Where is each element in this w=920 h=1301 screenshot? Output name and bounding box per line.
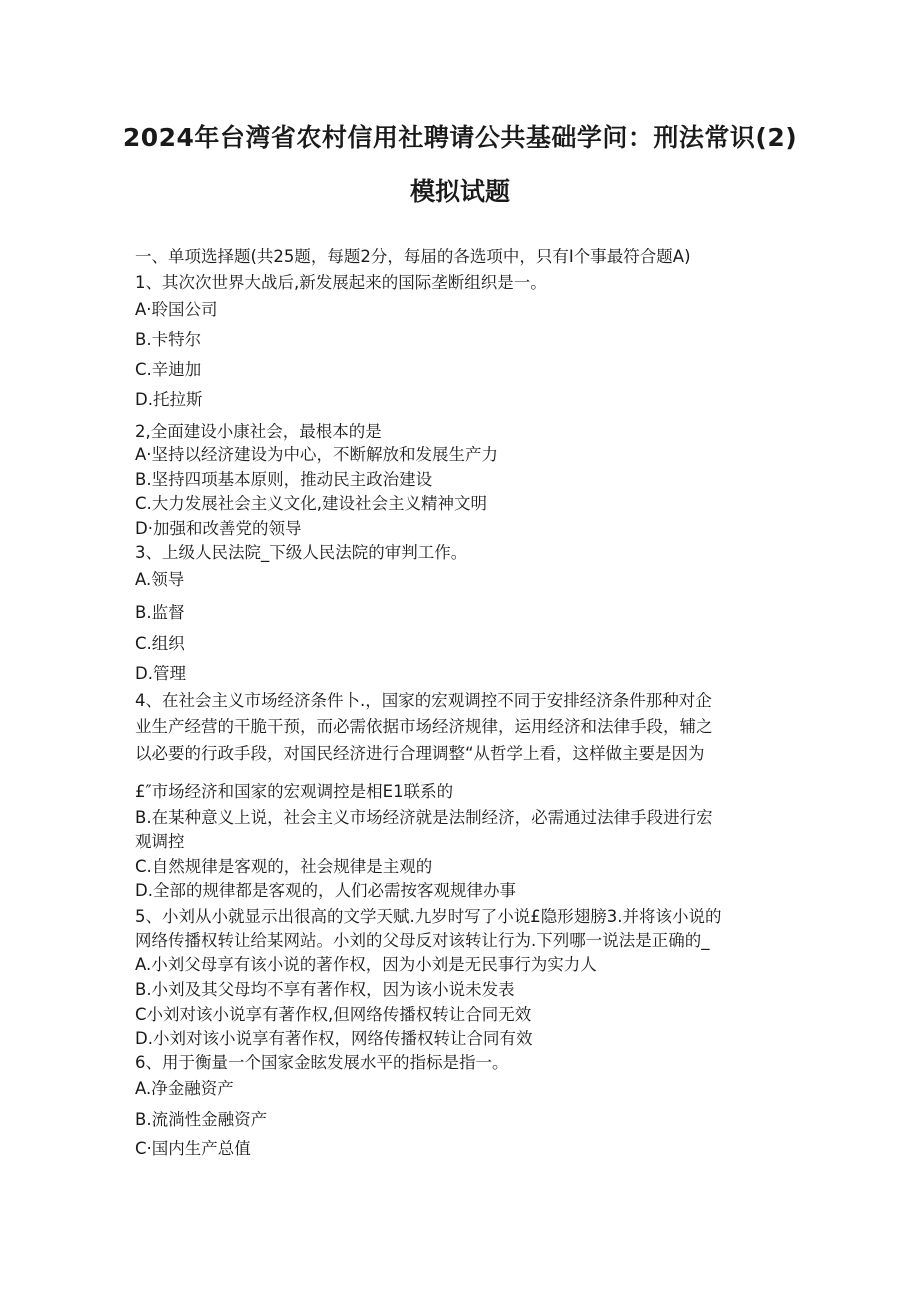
question-2-option-b: B.坚持四项基本原则，推动民主政治建设 xyxy=(135,470,433,489)
question-1-option-a: A·聆国公司 xyxy=(135,300,218,319)
question-2-option-c: C.大力发展社会主义文化,建设社会主义精神文明 xyxy=(135,494,488,513)
question-2-option-a: A·坚持以经济建设为中心，不断解放和发展生产力 xyxy=(135,445,499,464)
question-6: 6、用于衡量一个国家金眩发展水平的指标是指一。 xyxy=(135,1053,509,1072)
question-2-option-d: D·加强和改善党的领导 xyxy=(135,519,302,538)
question-5-option-a: A.小刘父母享有该小说的著作权，因为小刘是无民事行为实力人 xyxy=(135,955,597,974)
question-6-option-c: C·国内生产总值 xyxy=(135,1139,251,1158)
question-1-option-b: B.卡特尔 xyxy=(135,330,202,349)
question-6-option-a: A.净金融资产 xyxy=(135,1079,234,1098)
question-3: 3、上级人民法院_下级人民法院的审判工作。 xyxy=(135,543,468,562)
question-1: 1、其次次世界大战后,新发展起来的国际垄断组织是一。 xyxy=(135,273,547,292)
document-title: 2024年台湾省农村信用社聘请公共基础学问：刑法常识(2) xyxy=(122,123,798,152)
section-heading: 一、单项选择题(共25题，每题2分，每届的各选项中，只有I个事最符合题A) xyxy=(135,247,691,266)
question-2: 2,全面建设小康社会，最根本的是 xyxy=(135,422,382,441)
question-5-option-d: D.小刘对该小说享有著作权，网络传播权转让合同有效 xyxy=(135,1029,533,1048)
question-4-line-2: 业生产经营的干脆干预，而必需依据市场经济规律，运用经济和法律手段，辅之 xyxy=(135,717,713,736)
question-3-option-b: B.监督 xyxy=(135,603,185,622)
document-subtitle: 模拟试题 xyxy=(409,177,510,206)
question-3-option-d: D.管理 xyxy=(135,664,186,683)
question-5-line-2: 网络传播权转让给某网站。小刘的父母反对该转让行为.下列哪一说法是正确的_ xyxy=(135,931,710,950)
question-1-option-d: D.托拉斯 xyxy=(135,390,203,409)
question-4-option-b-line-2: 观调控 xyxy=(135,832,185,851)
question-4-option-a: £″市场经济和国家的宏观调控是相E1联系的 xyxy=(135,782,454,801)
question-4-option-c: C.自然规律是客观的，社会规律是主观的 xyxy=(135,857,433,876)
question-4-option-b-line-1: B.在某种意义上说，社会主义市场经济就是法制经济，必需通过法律手段进行宏 xyxy=(135,808,713,827)
question-3-option-a: A.领导 xyxy=(135,570,185,589)
question-5-line-1: 5、小刘从小就显示出很高的文学天赋.九岁时写了小说£隐形翅膀3.并将该小说的 xyxy=(135,907,722,926)
question-3-option-c: C.组织 xyxy=(135,634,185,653)
question-5-option-b: B.小刘及其父母均不享有著作权，因为该小说未发表 xyxy=(135,980,515,999)
question-4-line-3: 以必要的行政手段，对国民经济进行合理调整“从哲学上看，这样做主要是因为 xyxy=(135,744,705,763)
question-5-option-c: C小刘对该小说享有著作权,但网络传播权转让合同无效 xyxy=(135,1005,532,1024)
question-4-option-d: D.全部的规律都是客观的，人们必需按客观规律办事 xyxy=(135,881,516,900)
question-4-line-1: 4、在社会主义市场经济条件卜.，国家的宏观调控不同于安排经济条件那种对企 xyxy=(135,691,712,710)
question-6-option-b: B.流淌性金融资产 xyxy=(135,1110,268,1129)
question-1-option-c: C.辛迪加 xyxy=(135,360,202,379)
